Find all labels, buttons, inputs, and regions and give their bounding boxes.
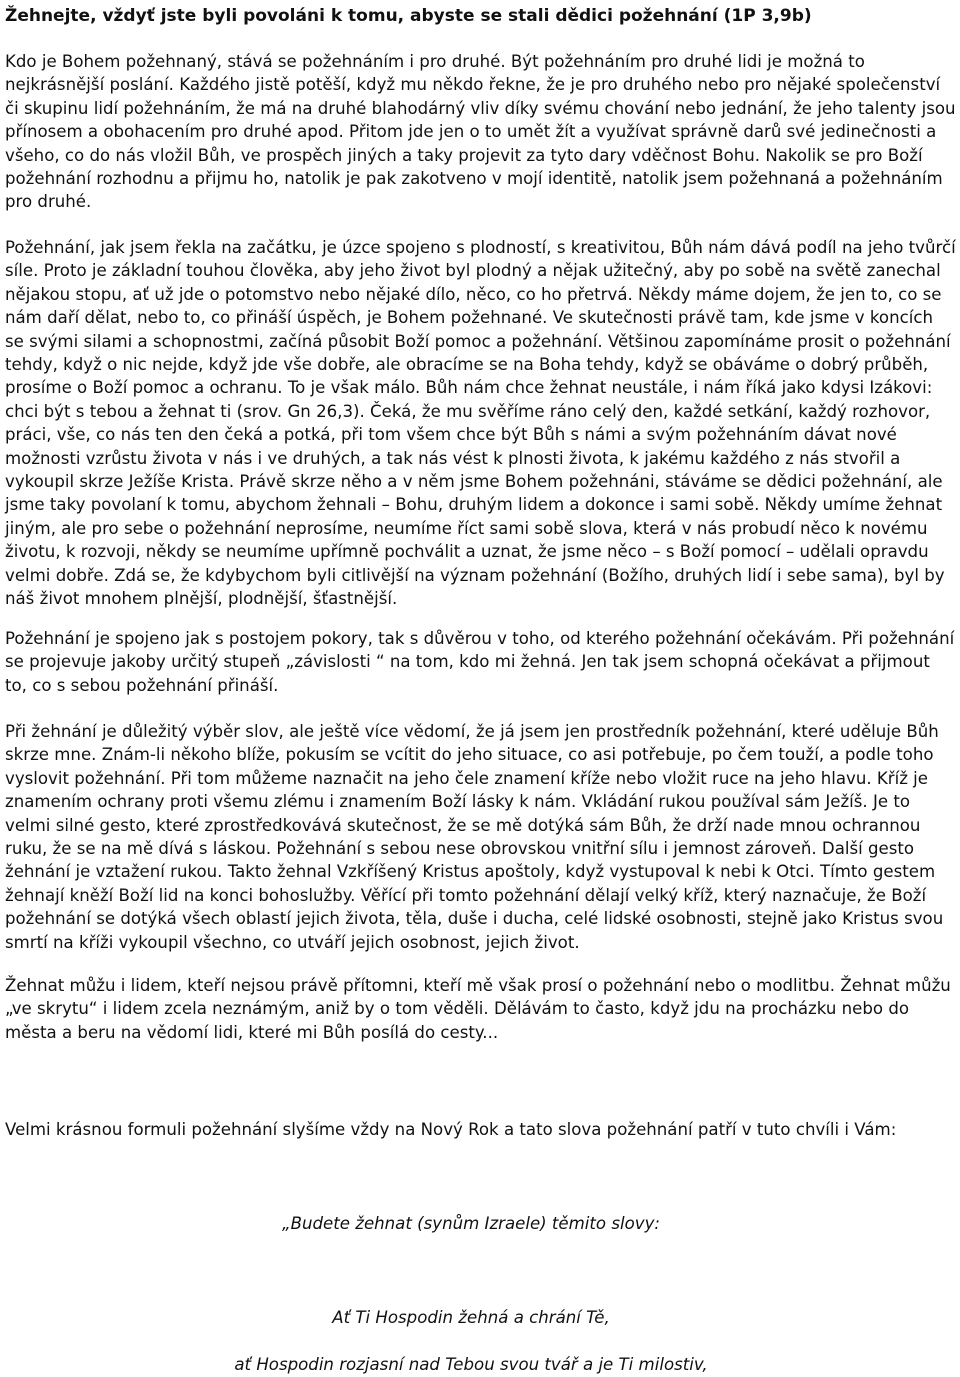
document-title: Žehnejte, vždyť jste byli povoláni k tomu, abyste se stali dědici požehnání (1P 3,9b) (5, 6, 812, 26)
blessing-quote-line-3: ať Hospodin rozjasní nad Tebou svou tvář a je Ti milostiv, (234, 1355, 708, 1374)
paragraph-3: Požehnání je spojeno jak s postojem pokory, tak s důvěrou v toho, od kterého požehnání očekávám. Při požehnání se projevuje jakoby určitý stupeň „závislosti “ na tom, kdo mi žehná. Jen tak jsem schopná očekávat a přijmout to, co s sebou požehnání přináší. (5, 629, 955, 695)
paragraph-5: Žehnat můžu i lidem, kteří nejsou právě přítomni, kteří mě však prosí o požehnání nebo o modlitbu. Žehnat můžu „ve skrytu“ i lidem zcela neznámým, aniž by o tom věděli. Dělávám to často, když jdu na procházku nebo do města a beru na vědomí lidi, které mi Bůh posílá do cesty... (5, 976, 951, 1042)
paragraph-4: Při žehnání je důležitý výběr slov, ale ještě více vědomí, že já jsem jen prostředník požehnání, které uděluje Bůh skrze mne. Znám-li někoho blíže, pokusím se vcítit do jeho situace, co asi potřebuje, po čem touží, a podle toho vyslovit požehnání. Při tom můžeme naznačit na jeho čele znamení kříže nebo vložit ruce na jeho hlavu. Kříž je znamením ochrany proti všemu zlému i znamením Boží lásky k nám. Vkládání rukou používal sám Ježíš. Je to velmi silné gesto, které zprostředkovává skutečnost, že se mě dotýká sám Bůh, že drží nade mnou ochrannou ruku, že se na mě dívá s láskou. Požehnání s sebou nese obrovskou vnitřní sílu i jemnost zároveň. Další gesto žehnání je vztažení rukou. Takto žehnal Vzkříšený Kristus apoštoly, když vystupoval k nebi k Otci. Tímto gestem žehnají kněží Boží lid na konci bohoslužby. Věřící při tomto požehnání dělají velký kříž, který naznačuje, že Boží požehnání se dotýká všech oblastí jejich života, těla, duše i ducha, celé lidské osobnosti, stejně jako Kristus svou smrtí na kříži vykoupil všechno, co utváří jejich osobnost, jejich život. (5, 722, 944, 952)
paragraph-1: Kdo je Bohem požehnaný, stává se požehnáním i pro druhé. Být požehnáním pro druhé lidi je možná to nejkrásnější poslání. Každého jistě potěší, když mu někdo řekne, že je pro druhého nebo pro nějaké společenství či skupinu lidí požehnáním, že má na druhé blahodárný vliv díky svému chování nebo jednání, že jeho talenty jsou přínosem a obohacením pro druhé apod. Přitom jde jen o to umět žít a využívat správně darů své jedinečnosti a všeho, co do nás vložil Bůh, ve prospěch jiných a taky projevit za tyto dary vděčnost Bohu. Nakolik se pro Boží požehnání rozhodnu a přijmu ho, natolik je pak zakotveno v mojí identitě, natolik jsem požehnaná a požehnáním pro druhé. (5, 52, 956, 212)
blessing-intro: Velmi krásnou formuli požehnání slyšíme vždy na Nový Rok a tato slova požehnání patří v tuto chvíli i Vám: (5, 1120, 897, 1139)
blessing-quote-line-2: Ať Ti Hospodin žehná a chrání Tě, (332, 1308, 610, 1327)
paragraph-2: Požehnání, jak jsem řekla na začátku, je úzce spojeno s plodností, s kreativitou, Bůh nám dává podíl na jeho tvůrčí síle. Proto je základní touhou člověka, aby jeho život byl plodný a nějak užitečný, aby po sobě na světě zanechal nějakou stopu, ať už jde o potomstvo nebo nějaké dílo, něco, co ho přetrvá. Někdy máme dojem, že jen to, co se nám daří dělat, nebo to, co přináší úspěch, je Bohem požehnané. Ve skutečnosti právě tam, kde jsme v koncích se svými silami a schopnostmi, začíná působit Boží pomoc a požehnání. Většinou zapomínáme prosit o požehnání tehdy, když o nic nejde, když jde vše dobře, ale obracíme se na Boha tehdy, když se obáváme o dobrý průběh, prosíme o Boží pomoc a ochranu. To je však málo. Bůh nám chce žehnat neustále, i nám říká jako kdysi Izákovi: chci být s tebou a žehnat ti (srov. Gn 26,3). Čeká, že mu svěříme ráno celý den, každé setkání, každý rozhovor, práci, vše, co nás ten den čeká a potká, při tom všem chce být Bůh s námi a svým požehnáním dávat nové možnosti vzrůstu života v nás i ve druhých, a tak nás vést k plnosti života, k jakému každého z nás stvořil a vykoupil skrze Ježíše Krista. Právě skrze něho a v něm jsme Bohem požehnáni, stáváme se dědici požehnání, ale jsme taky povolaní k tomu, abychom žehnali – Bohu, druhým lidem a dokonce i sami sobě. Někdy umíme žehnat jiným, ale pro sebe o požehnání neprosíme, neumíme říct sami sobě slova, která v nás probudí něco k novému životu, k rozvoji, někdy se neumíme upřímně pochválit a uznat, že jsme něco – s Boží pomocí – udělali opravdu velmi dobře. Zdá se, že kdybychom byli citlivější na význam požehnání (Božího, druhých lidí i sebe sama), byl by náš život mnohem plnější, plodnější, šťastnější. (5, 238, 956, 609)
blessing-quote-line-1: „Budete žehnat (synům Izraele) těmito slovy: (282, 1214, 660, 1233)
